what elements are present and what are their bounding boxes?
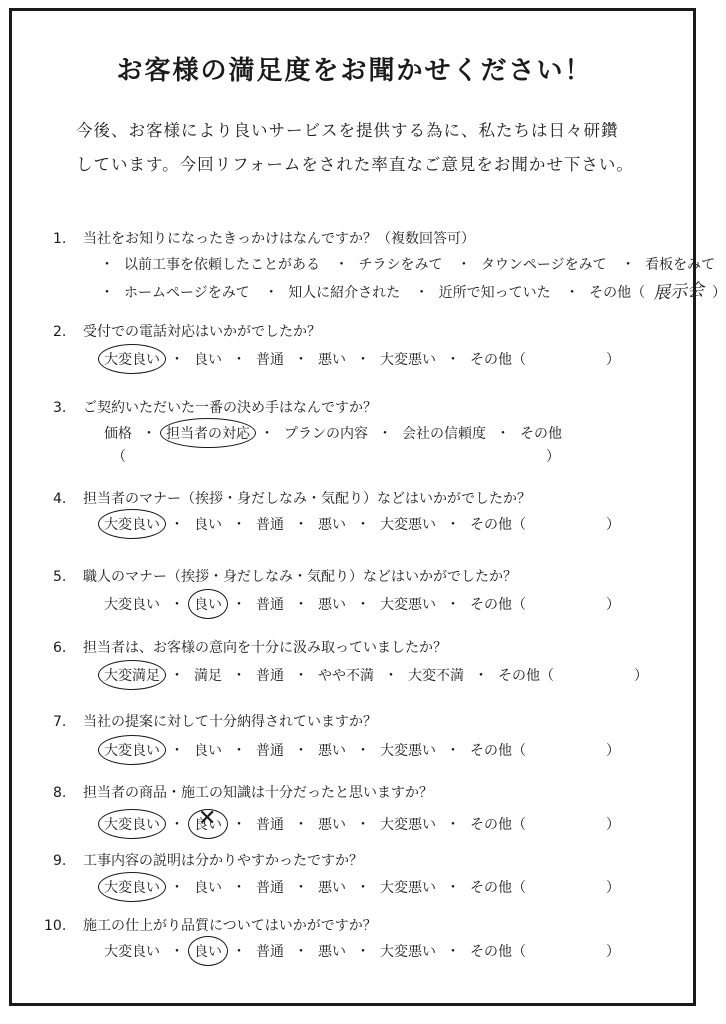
option[interactable]: 知人に紹介された xyxy=(288,285,401,301)
option-other[interactable]: その他（ xyxy=(470,597,526,613)
option[interactable]: 良い xyxy=(194,352,222,368)
option[interactable]: 良い xyxy=(194,517,222,533)
paren-close: ） xyxy=(606,880,620,896)
question-number: 10. xyxy=(44,918,67,934)
question-text: 施工の仕上がり品質についてはいかがですか？ xyxy=(83,918,377,934)
q1-options-line-1: ・ 以前工事を依頼したことがある ・ チラシをみて ・ タウンページをみて ・ 看板をみて xyxy=(90,254,715,274)
question-6 xyxy=(53,637,447,657)
option[interactable]: 大変不満 xyxy=(408,668,464,684)
option[interactable]: 良い xyxy=(194,743,222,759)
question-text: 受付での電話対応はいかがでしたか？ xyxy=(83,324,321,340)
question-4 xyxy=(53,488,531,508)
q5-options: 大変良い ・ 良い ・ 普通 ・ 悪い ・ 大変悪い ・ その他（ ） xyxy=(104,594,620,614)
option[interactable]: 悪い xyxy=(318,352,346,368)
option-selected[interactable]: 担当者の対応 xyxy=(166,423,250,443)
question-number: 1. xyxy=(53,231,67,247)
option-other[interactable]: その他（ xyxy=(470,817,526,833)
question-text: 担当者は、お客様の意向を十分に汲み取っていましたか？ xyxy=(83,640,447,656)
q4-options: 大変良い ・ 良い ・ 普通 ・ 悪い ・ 大変悪い ・ その他（ ） xyxy=(104,514,620,534)
option[interactable]: ホームページをみて xyxy=(124,285,250,301)
q3-other-field[interactable] xyxy=(112,446,560,466)
paren-close: ） xyxy=(606,743,620,759)
intro-line-2: しています。今回リフォームをされた率直なご意見をお聞かせ下さい。 xyxy=(76,155,634,174)
option[interactable]: 大変良い xyxy=(104,944,160,960)
question-text: 職人のマナー（挨拶・身だしなみ・気配り）などはいかがでしたか？ xyxy=(83,569,517,585)
q8-options: 大変良い ・✕ 良い ・ 普通 ・ 悪い ・ 大変悪い ・ その他（ ） xyxy=(104,814,620,834)
paren-close: ） xyxy=(606,517,620,533)
paren-close: ） xyxy=(606,817,620,833)
option-selected[interactable]: 良い xyxy=(194,594,222,614)
option-selected[interactable]: 大変良い xyxy=(104,740,160,760)
option[interactable]: 大変悪い xyxy=(380,517,436,533)
question-number: 7. xyxy=(53,714,67,730)
question-number: 5. xyxy=(53,569,67,585)
q7-options: 大変良い ・ 良い ・ 普通 ・ 悪い ・ 大変悪い ・ その他（ ） xyxy=(104,740,620,760)
question-10 xyxy=(44,915,377,935)
question-5 xyxy=(53,566,517,586)
option[interactable]: 大変悪い xyxy=(380,597,436,613)
paren-close: ） xyxy=(546,449,560,465)
question-3 xyxy=(53,397,377,417)
option-crossed-out[interactable]: ✕ 良い xyxy=(194,814,222,834)
option[interactable]: タウンページをみて xyxy=(480,257,607,273)
q1-options-line-2: ・ ホームページをみて ・ 知人に紹介された ・ 近所で知っていた ・ その他（ 展示会 ） xyxy=(90,277,726,302)
option-other[interactable]: その他（ xyxy=(589,285,646,301)
option[interactable]: 大変悪い xyxy=(380,880,436,896)
option[interactable]: 普通 xyxy=(256,880,284,896)
option-other[interactable]: その他（ xyxy=(470,352,526,368)
paren-open: （ xyxy=(112,449,126,465)
option[interactable]: プランの内容 xyxy=(284,426,368,442)
option-other[interactable]: その他（ xyxy=(470,944,526,960)
option[interactable]: 大変悪い xyxy=(380,743,436,759)
option-other[interactable]: その他（ xyxy=(470,743,526,759)
option-selected[interactable]: 大変良い xyxy=(104,814,160,834)
option[interactable]: 悪い xyxy=(318,944,346,960)
option[interactable]: 悪い xyxy=(318,817,346,833)
handwritten-answer: 展示会 xyxy=(652,280,705,304)
question-1 xyxy=(53,228,475,248)
q9-options: 大変良い ・ 良い ・ 普通 ・ 悪い ・ 大変悪い ・ その他（ ） xyxy=(104,877,620,897)
option-selected[interactable]: 大変良い xyxy=(104,877,160,897)
question-text: 担当者のマナー（挨拶・身だしなみ・気配り）などはいかがでしたか？ xyxy=(83,491,531,507)
intro-line-1: 今後、お客様により良いサービスを提供する為に、私たちは日々研鑽 xyxy=(76,121,619,140)
option[interactable]: 普通 xyxy=(256,597,284,613)
question-number: 4. xyxy=(53,491,67,507)
question-2 xyxy=(53,321,321,341)
option[interactable]: 価格 xyxy=(104,426,132,442)
question-text: 当社をお知りになったきっかけはなんですか？（複数回答可） xyxy=(83,231,475,247)
question-text: 担当者の商品・施工の知識は十分だったと思いますか？ xyxy=(83,785,433,801)
option[interactable]: 大変悪い xyxy=(380,944,436,960)
option[interactable]: 大変悪い xyxy=(380,352,436,368)
option[interactable]: 普通 xyxy=(256,352,284,368)
option-selected[interactable]: 大変良い xyxy=(104,514,160,534)
question-number: 2. xyxy=(53,324,67,340)
option[interactable]: 普通 xyxy=(256,944,284,960)
question-7 xyxy=(53,711,377,731)
question-text: 工事内容の説明は分かりやすかったですか？ xyxy=(83,853,363,869)
question-number: 9. xyxy=(53,853,67,869)
option[interactable]: 近所で知っていた xyxy=(438,285,551,301)
option[interactable]: 悪い xyxy=(318,743,346,759)
option[interactable]: 以前工事を依頼したことがある xyxy=(124,257,320,273)
option-other[interactable]: その他（ xyxy=(498,668,554,684)
option[interactable]: 満足 xyxy=(194,668,222,684)
option[interactable]: 良い xyxy=(194,880,222,896)
option[interactable]: 会社の信頼度 xyxy=(402,426,486,442)
option-selected[interactable]: 大変満足 xyxy=(104,665,160,685)
paren-close: ） xyxy=(712,285,726,301)
question-number: 8. xyxy=(53,785,67,801)
paren-close: ） xyxy=(606,597,620,613)
question-9 xyxy=(53,850,363,870)
q3-options: 価格 ・ 担当者の対応 ・ プランの内容 ・ 会社の信頼度 ・ その他 xyxy=(104,423,562,443)
option-other[interactable]: その他 xyxy=(520,426,562,442)
paren-close: ） xyxy=(634,668,648,684)
option[interactable]: 悪い xyxy=(318,597,346,613)
q10-options: 大変良い ・ 良い ・ 普通 ・ 悪い ・ 大変悪い ・ その他（ ） xyxy=(104,941,620,961)
option-selected[interactable]: 大変良い xyxy=(104,349,160,369)
option[interactable]: 普通 xyxy=(256,817,284,833)
option[interactable]: 普通 xyxy=(256,668,284,684)
paren-close: ） xyxy=(606,944,620,960)
option[interactable]: やや不満 xyxy=(318,668,374,684)
option-other[interactable]: その他（ xyxy=(470,517,526,533)
option[interactable]: チラシをみて xyxy=(358,257,443,273)
option[interactable]: 大変悪い xyxy=(380,817,436,833)
option-selected[interactable]: 良い xyxy=(194,941,222,961)
q6-options: 大変満足 ・ 満足 ・ 普通 ・ やや不満 ・ 大変不満 ・ その他（ ） xyxy=(104,665,648,685)
paren-close: ） xyxy=(606,352,620,368)
question-8 xyxy=(53,782,433,802)
option[interactable]: 普通 xyxy=(256,517,284,533)
question-number: 6. xyxy=(53,640,67,656)
question-text: ご契約いただいた一番の決め手はなんですか？ xyxy=(83,400,377,416)
survey-title: お客様の満足度をお聞かせください！ xyxy=(116,56,593,86)
option[interactable]: 悪い xyxy=(318,880,346,896)
question-text: 当社の提案に対して十分納得されていますか？ xyxy=(83,714,377,730)
option[interactable]: 大変良い xyxy=(104,597,160,613)
option[interactable]: 看板をみて xyxy=(645,257,716,273)
option[interactable]: 普通 xyxy=(256,743,284,759)
q2-options: 大変良い ・ 良い ・ 普通 ・ 悪い ・ 大変悪い ・ その他（ ） xyxy=(104,349,620,369)
option[interactable]: 悪い xyxy=(318,517,346,533)
question-number: 3. xyxy=(53,400,67,416)
option-other[interactable]: その他（ xyxy=(470,880,526,896)
